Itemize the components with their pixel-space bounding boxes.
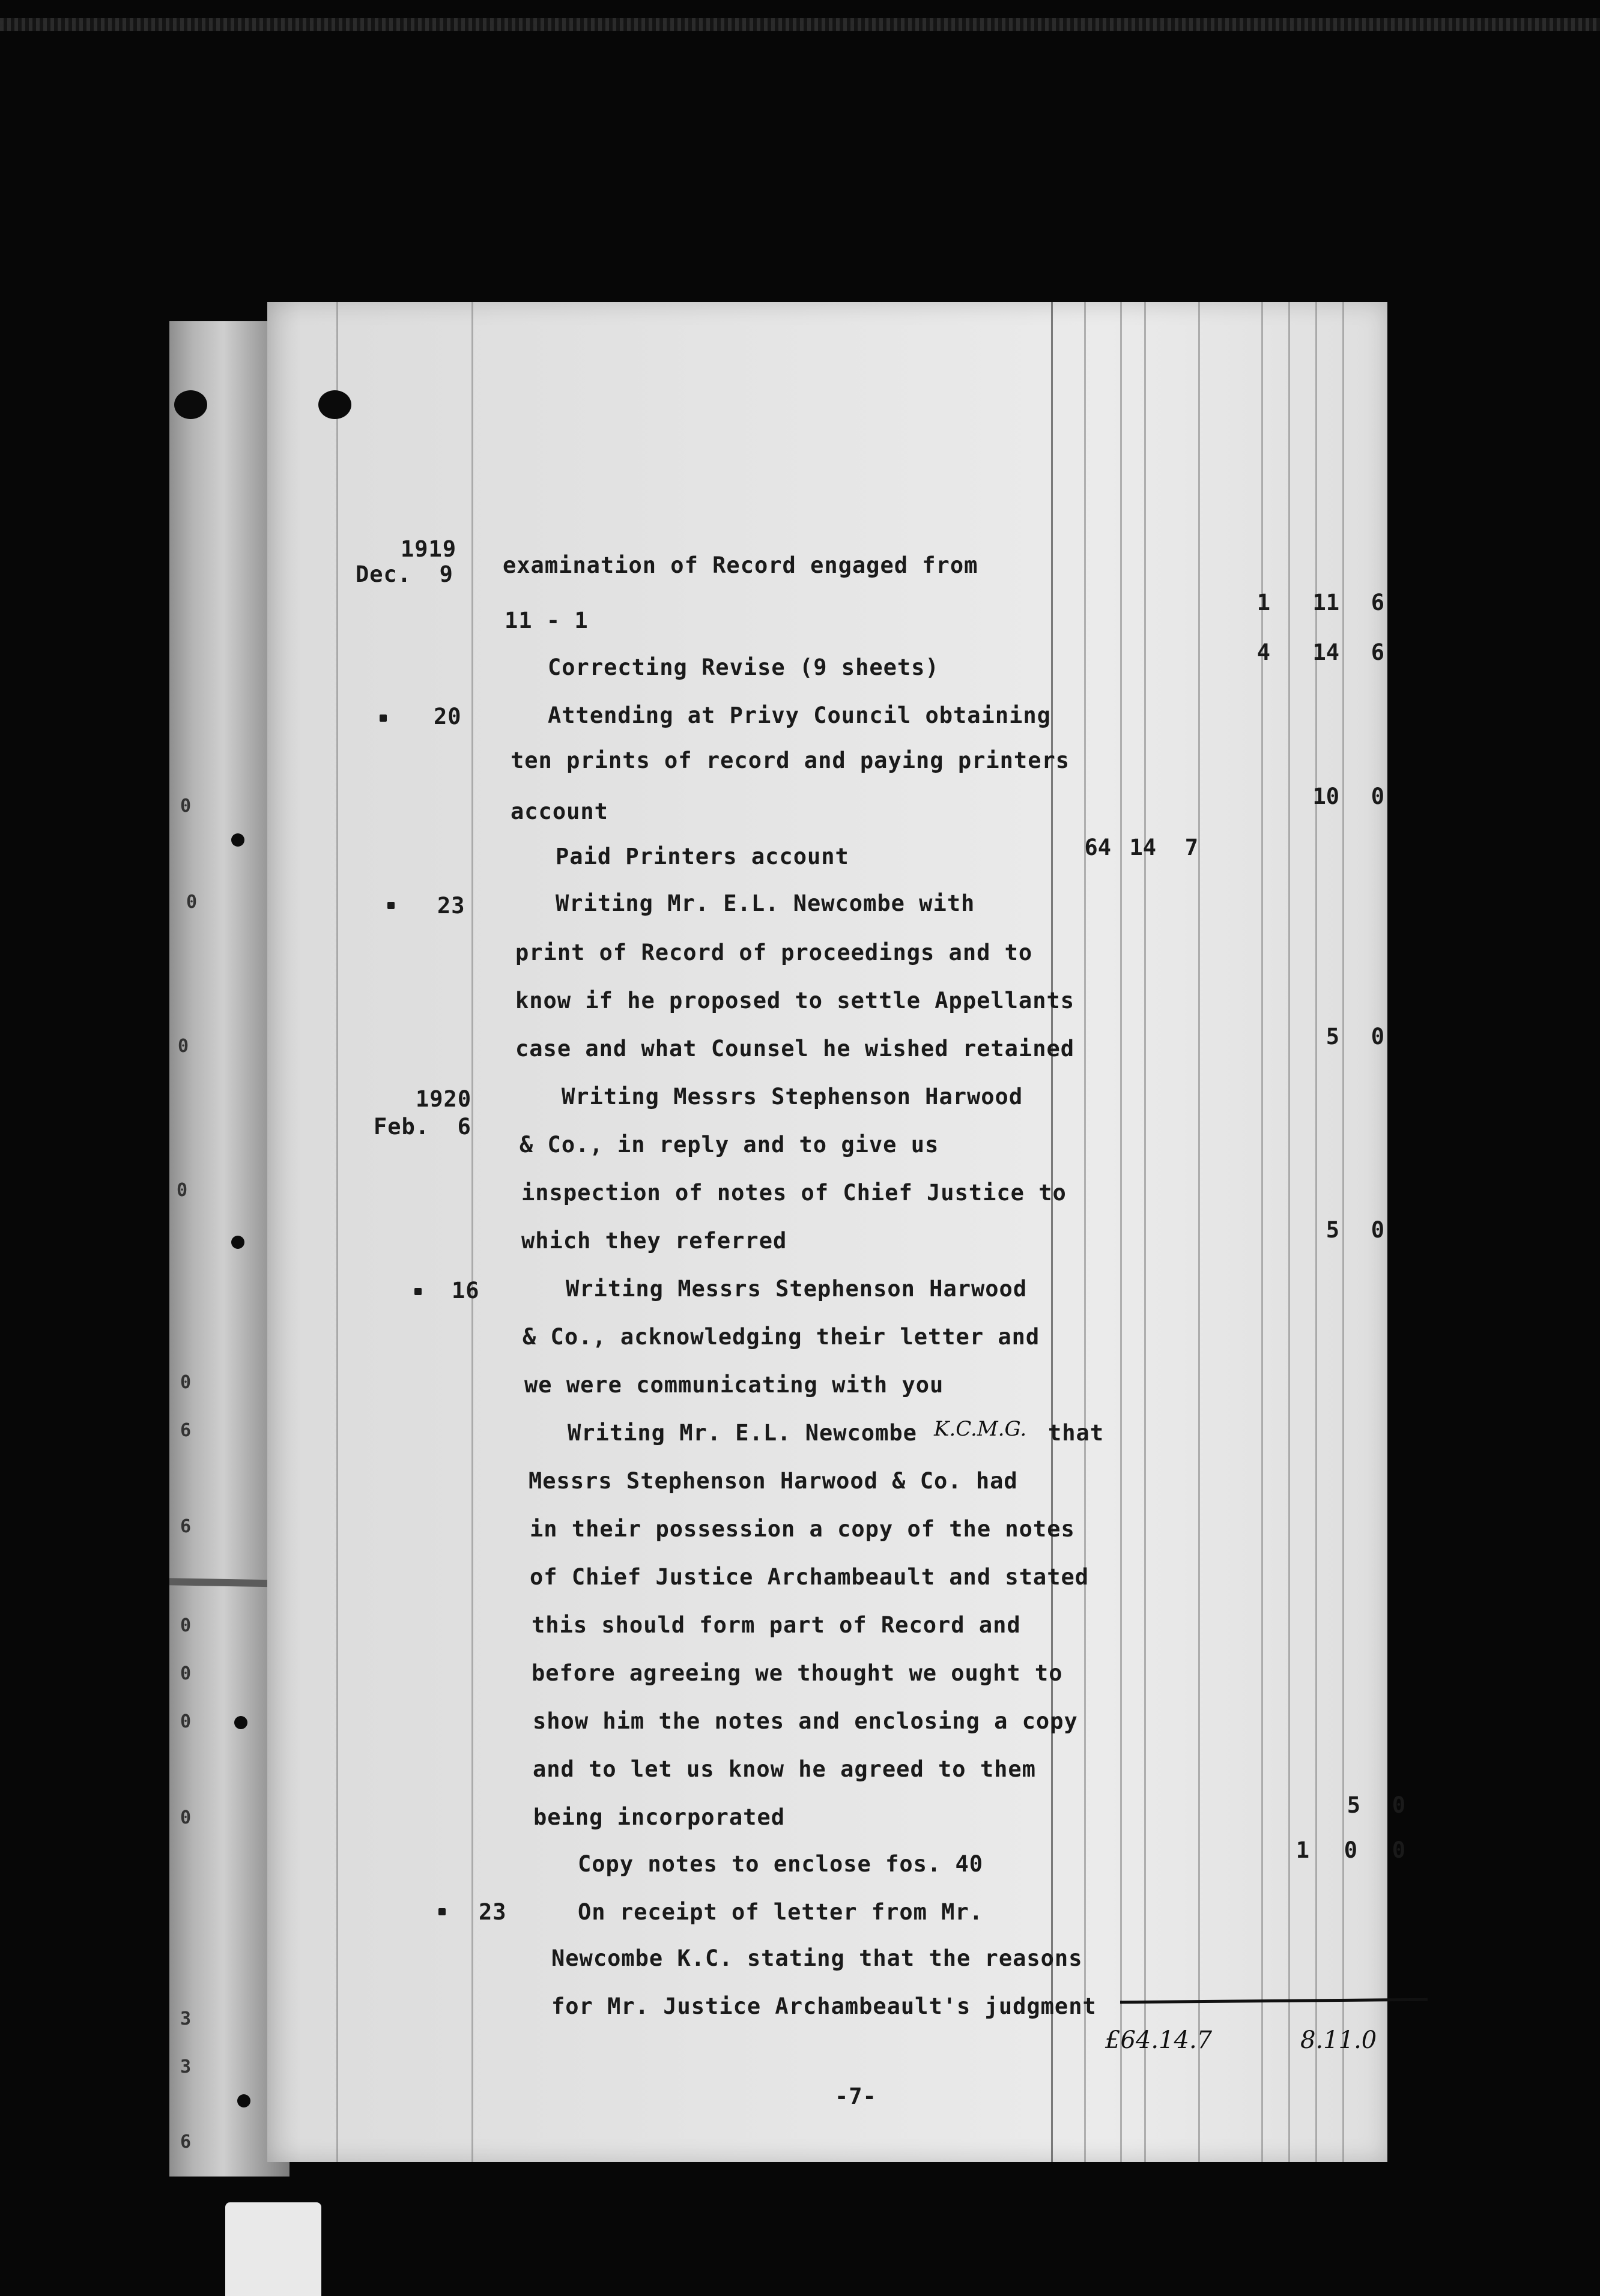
margin-fragment: 0 (178, 1036, 189, 1057)
punch-hole (174, 390, 207, 419)
amount-pence: 0 (1371, 1217, 1384, 1243)
amount-pence: 0 (1392, 1837, 1405, 1863)
entry-text: that (1048, 1420, 1105, 1446)
entry-date: Feb. 6 (374, 1114, 471, 1140)
entry-text: being incorporated (533, 1804, 785, 1830)
margin-fragment: 0 (186, 892, 198, 913)
ditto-mark (387, 902, 395, 909)
disbursement-pounds: 64 (1084, 835, 1111, 860)
entry-text: Paid Printers account (556, 844, 849, 869)
entry-text: know if he proposed to settle Appellants (515, 988, 1075, 1014)
entry-text: Writing Mr. E.L. Newcombe with (556, 890, 975, 916)
scan-edge (0, 18, 1600, 31)
entry-text: 11 - 1 (505, 608, 589, 633)
ditto-mark (380, 714, 387, 722)
entry-text: of Chief Justice Archambeault and stated (530, 1564, 1089, 1590)
amount-shillings: 11 (1312, 590, 1339, 615)
margin-fragment: 6 (180, 1516, 192, 1537)
amount-pence: 0 (1371, 784, 1384, 809)
paper-stub (225, 2202, 321, 2296)
margin-fragment: 0 (180, 796, 192, 817)
entry-text: show him the notes and enclosing a copy (533, 1708, 1078, 1734)
amount-shillings: 5 (1326, 1217, 1339, 1243)
entry-text: Writing Messrs Stephenson Harwood (562, 1084, 1023, 1110)
column-rule (1084, 302, 1086, 2162)
punch-hole (231, 1236, 244, 1249)
margin-fragment: 0 (180, 1372, 192, 1393)
amount-shillings: 14 (1312, 639, 1339, 665)
amount-pounds: 1 (1295, 1837, 1309, 1863)
amount-pounds: 1 (1256, 590, 1270, 615)
amount-pence: 6 (1371, 639, 1384, 665)
page-number: -7- (835, 2083, 877, 2109)
amount-shillings: 5 (1347, 1792, 1360, 1818)
total-disbursements: £64.14.7 (1105, 2026, 1213, 2054)
margin-fragment: 6 (180, 2131, 192, 2152)
margin-rule (336, 302, 338, 2162)
column-rule (1198, 302, 1200, 2162)
entry-text: On receipt of letter from Mr. (578, 1899, 984, 1925)
entry-text: we were communicating with you (524, 1372, 944, 1398)
margin-fragment: 0 (177, 1180, 188, 1201)
entry-text: which they referred (521, 1228, 787, 1254)
amount-shillings: 0 (1344, 1837, 1357, 1863)
punch-hole (318, 390, 351, 419)
margin-fragment: 0 (180, 1615, 192, 1636)
entry-date: 23 (437, 893, 465, 919)
punch-hole (237, 2094, 250, 2107)
entry-text: in their possession a copy of the notes (530, 1516, 1075, 1542)
entry-text: inspection of notes of Chief Justice to (521, 1180, 1067, 1206)
punch-hole (234, 1716, 247, 1729)
entry-text: print of Record of proceedings and to (515, 940, 1033, 965)
entry-text: & Co., in reply and to give us (520, 1132, 939, 1158)
margin-fragment: 6 (180, 1420, 192, 1441)
amount-pounds: 4 (1256, 639, 1270, 665)
entry-text: Correcting Revise (9 sheets) (548, 654, 939, 680)
entry-text: Attending at Privy Council obtaining (548, 702, 1051, 728)
entry-text: & Co., acknowledging their letter and (523, 1324, 1040, 1350)
entry-text: account (511, 799, 608, 824)
column-rule (1261, 302, 1263, 2162)
column-rule (1288, 302, 1290, 2162)
entry-date: 20 (434, 704, 462, 730)
entry-text: ten prints of record and paying printers (511, 748, 1070, 773)
column-rule (1144, 302, 1146, 2162)
entry-text: and to let us know he agreed to them (533, 1756, 1036, 1782)
entry-text: examination of Record engaged from (503, 552, 978, 578)
total-fees: 8.11.0 (1300, 2026, 1377, 2054)
amount-shillings: 10 (1312, 784, 1339, 809)
column-rule (1120, 302, 1122, 2162)
entry-text: Writing Mr. E.L. Newcombe (568, 1420, 917, 1446)
entry-text: Newcombe K.C. stating that the reasons (551, 1945, 1083, 1971)
handwritten-annotation: K.C.M.G. (934, 1417, 1027, 1441)
disbursement-pence: 7 (1184, 835, 1198, 860)
entry-date: Dec. 9 (356, 561, 453, 587)
margin-fragment: 3 (180, 2008, 192, 2029)
margin-rule (471, 302, 473, 2162)
entry-text: Writing Messrs Stephenson Harwood (566, 1276, 1028, 1302)
margin-fragment: 0 (180, 1663, 192, 1684)
entry-text: this should form part of Record and (532, 1612, 1021, 1638)
punch-hole (231, 833, 244, 847)
entry-text: Messrs Stephenson Harwood & Co. had (529, 1468, 1018, 1494)
entry-date: 23 (479, 1899, 507, 1925)
entry-text: for Mr. Justice Archambeault's judgment (551, 1993, 1097, 2019)
margin-fragment: 3 (180, 2056, 192, 2077)
entry-date: 16 (452, 1278, 480, 1304)
entry-text: case and what Counsel he wished retained (515, 1036, 1075, 1062)
ditto-mark (438, 1908, 446, 1915)
entry-year: 1919 (401, 536, 457, 562)
disbursement-shillings: 14 (1129, 835, 1156, 860)
amount-shillings: 5 (1326, 1024, 1339, 1050)
entry-year: 1920 (416, 1086, 472, 1112)
margin-fragment: 0 (180, 1711, 192, 1732)
column-rule (1342, 302, 1344, 2162)
amount-pence: 0 (1371, 1024, 1384, 1050)
entry-text: Copy notes to enclose fos. 40 (578, 1851, 984, 1877)
margin-fragment: 0 (180, 1807, 192, 1828)
column-rule (1051, 302, 1053, 2162)
entry-text: before agreeing we thought we ought to (532, 1660, 1063, 1686)
amount-pence: 6 (1371, 590, 1384, 615)
amount-pence: 0 (1392, 1792, 1405, 1818)
ditto-mark (414, 1288, 422, 1295)
